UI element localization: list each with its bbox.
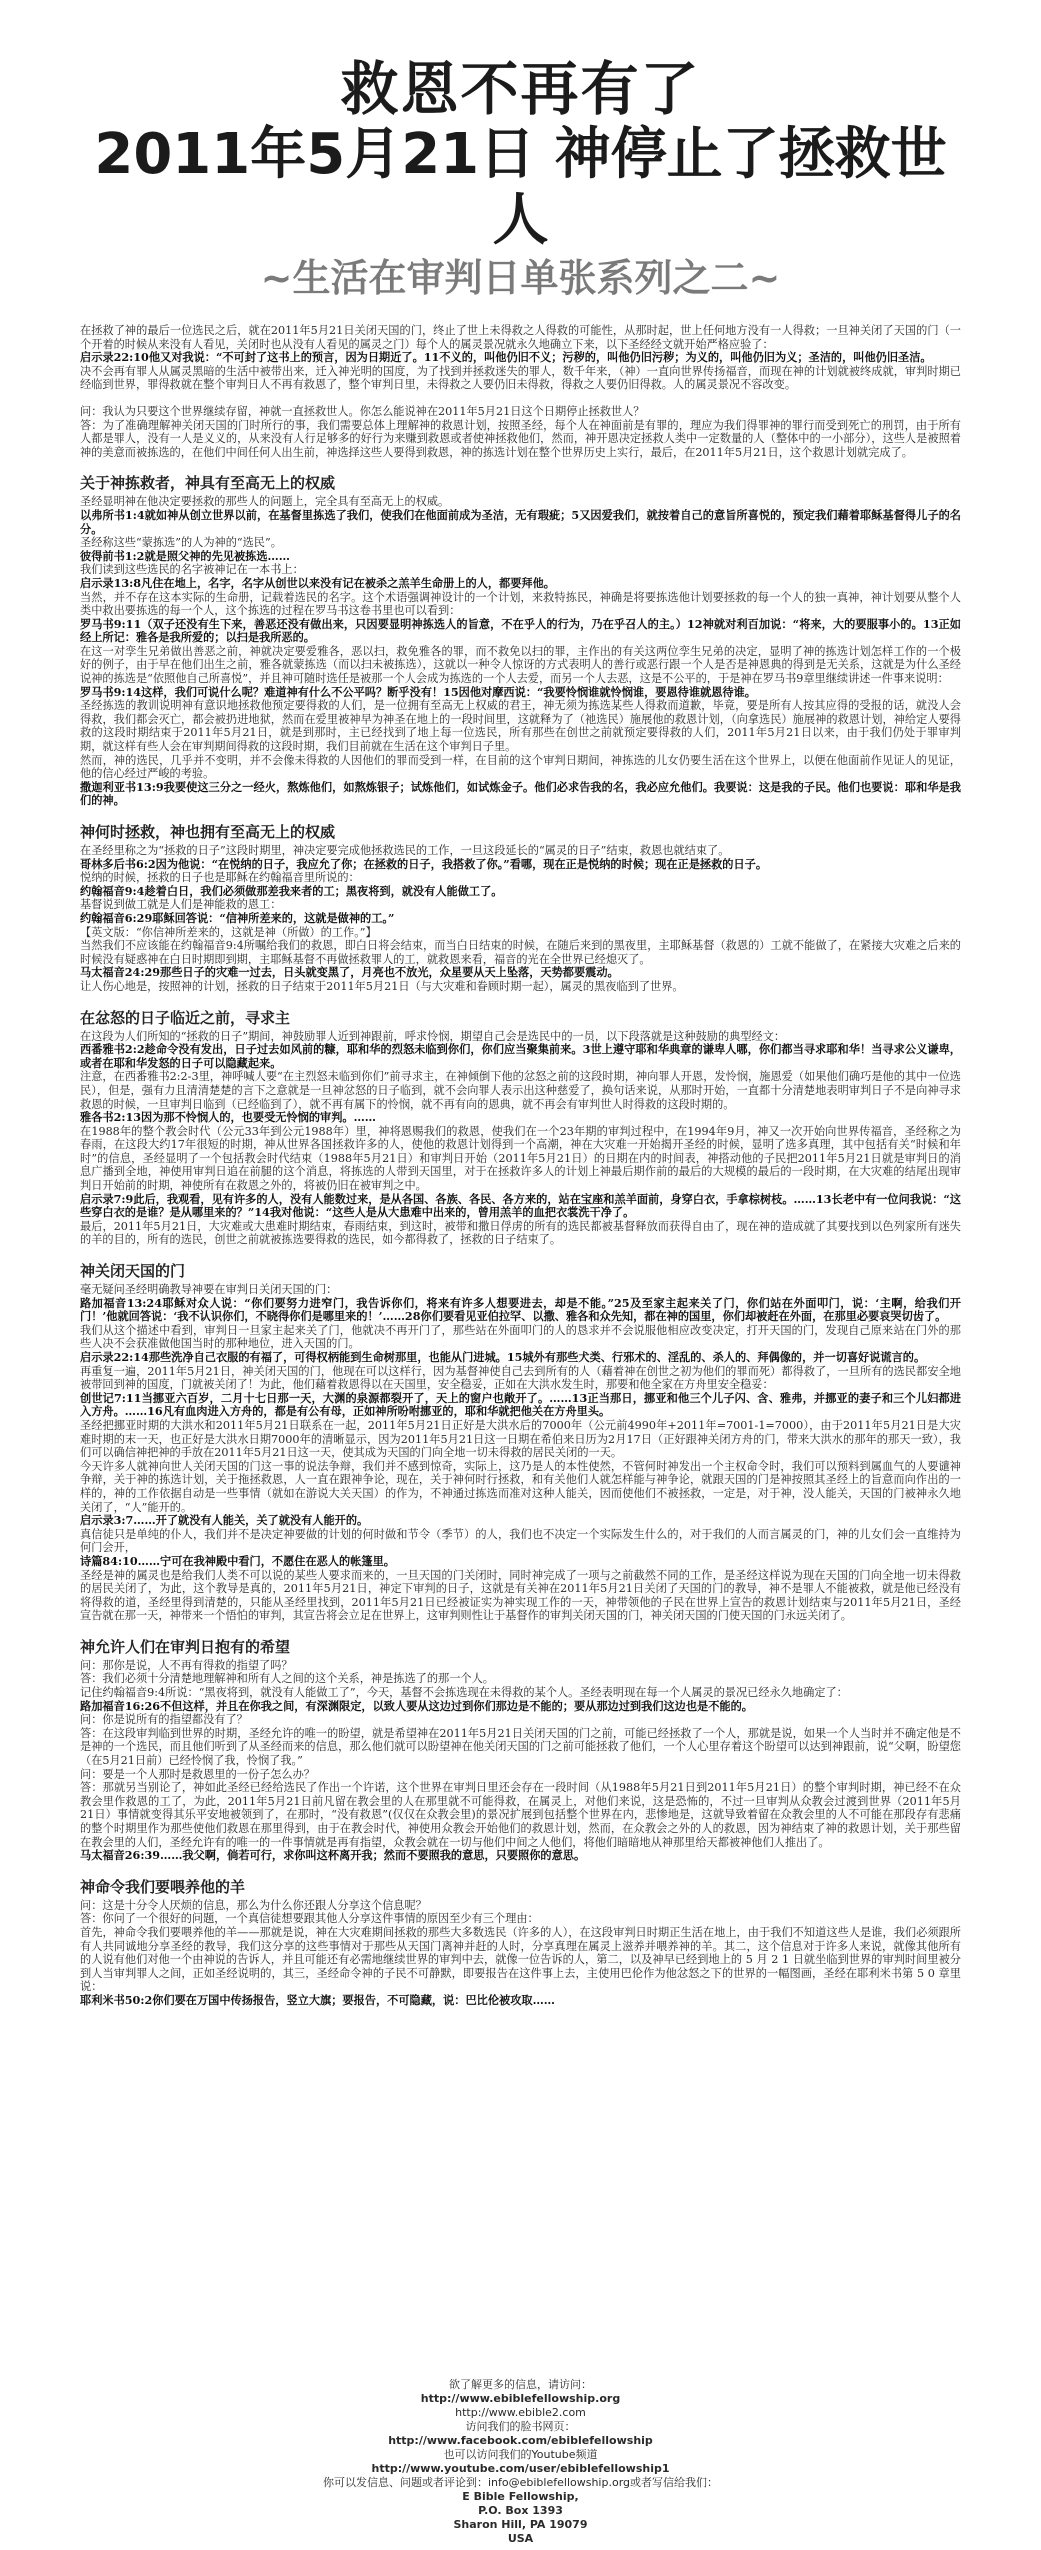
- scripture-quote: 撒迦利亚书13:9我要使这三分之一经火，熬炼他们，如熬炼银子；试炼他们，如试炼金子。他们必求告我的名，我必应允他们。我要说：这是我的子民。他们也要说：耶和华是我们的神。: [80, 779, 961, 808]
- body-text: 注意，在西番雅书2:2-3里，神呼喊人要“在主烈怒未临到你们”前寻求主，在神倾倒下他的忿怒之前的这段时期，神向罪人开恩，发怜悯，施恩爱（如果他们确巧是他的其中一位选民），但是，强有力且清清楚楚的言下之意就是一旦神忿怒的日子临到，就不会向罪人表示出这种慈爱了，换句话来说，从那时开始，一直都十分清楚地表明审判日子不是向神寻求救恩的时候，一旦审判日临到（已经临到了），就不再有属下的怜悯，就不再有向的恩典，就不再会有审判世人时得救的这段时期的。: [80, 1070, 961, 1111]
- scripture-quote: 哥林多后书6:2因为他说：“在悦纳的日子，我应允了你；在拯救的日子，我搭救了你。”看哪，现在正是悦纳的时候；现在正是拯救的日子。: [80, 856, 768, 871]
- footer-text: 访问我们的脸书网页：: [465, 2420, 576, 2433]
- body-text: 最后，2011年5月21日，大灾难或大患难时期结束，春雨结束，到这时，被带和撒日俘虏的所有的选民都被基督释放而获得自由了，现在神的造成就了其要找到以色列家所有迷失的羊的目的，所有的选民，创世之前就被拣选要得救的选民，如今都得救了，拯救的日子结束了。: [80, 1219, 961, 1247]
- body-text: 答：在这段审判临到世界的时期，圣经允许的唯一的盼望，就是希望神在2011年5月21日关闭天国的门之前，可能已经拯救了一个人，那就是说，如果一个人当时并不确定他是不是神的一个选民，而且他们听到了从圣经而来的信息，那么他们就可以盼望神在他关闭天国的门之前可能拯救了他们，一个人心里存着这个盼望可以达到神跟前，说“父啊，盼望您（在5月21日前）已经怜悯了我，怜悯了我。”: [80, 1726, 961, 1768]
- body-text: 圣经显明神在他决定要拯救的那些人的问题上，完全具有至高无上的权威。: [80, 495, 450, 509]
- body-text: 让人伤心地是，按照神的计划，拯救的日子结束于2011年5月21日（与大灾难和眷顾时期一起），属灵的黑夜临到了世界。: [80, 979, 684, 993]
- section: [80, 822, 961, 994]
- answer: 答：为了准确理解神关闭天国的门时所行的事，我们需要总体上理解神的救恩计划，按照圣经，每个人在神面前是有罪的，理应为我们得罪神的罪行而受到死亡的刑罚，由于所有人都是罪人，没有一人是义义的，从来没有人行足够多的好行为来赚到救恩或者使神拯救他们，然而，神开恩决定拯救人类中一定数量的人（整体中的一小部分），这些人是被照着神的美意而被拣选的，在他们中间任何人出生前，神选择这些人要得到救恩，神的拣选计划在整个世界历史上实行，最后，在2011年5月21日，这个救恩计划就完成了。: [80, 418, 961, 459]
- intro-block: [80, 324, 961, 392]
- body-text: 圣经是神的属灵也是给我们人类不可以说的某些人要求而来的，一旦天国的门关闭时，同时神完成了一项与之前截然不同的工作，是圣经这样说为现在天国的门向全地一切未得救的居民关闭了，为此，这个教导是真的，2011年5月21日，神定下审判的日子，这就是有关神在2011年5月21日关闭了天国的门的教导，神不是罪人不能被救，就是他已经没有将得救的道，圣经里得到清楚的，只能从圣经里找到，2011年5月21日已经被证实为神实现工作的一天，神带领他的子民在世界上宣告的救恩计划结束与2011年5月21日，圣经宣告就在那一天，神带来一个悟怕的审判，其宣告将会立足在世界上，这审判则性让于基督作的审判关闭天国的门，神关闭天国的门使天国的门永远关闭了。: [80, 1568, 961, 1623]
- body-text: 圣经称这些“蒙拣选”的人为神的“选民”。: [80, 536, 282, 550]
- scripture-quote: 约翰福音9:4趁着白日，我们必须做那差我来者的工；黑夜将到，就没有人能做工了。: [80, 883, 503, 898]
- series-subtitle: ~生活在审判日单张系列之二~: [260, 256, 781, 300]
- body-text: 【英文版：“你信神所差来的，这就是神（所做）的工作。”】: [80, 925, 377, 939]
- scripture-quote: 启示录13:8凡住在地上，名字，名字从创世以来没有记在被杀之羔羊生命册上的人，都要拜他。: [80, 575, 555, 590]
- body-text: 问：要是一个人那时是救恩里的一份子怎么办？: [80, 1767, 315, 1781]
- section-heading: 关于神拣救者，神具有至高无上的权威: [80, 474, 336, 493]
- section-heading: 神何时拯救，神也拥有至高无上的权威: [80, 823, 336, 841]
- mailing-address-line: E Bible Fellowship,: [462, 2490, 579, 2503]
- scripture-quote: 启示录22:14那些洗净自己衣服的有福了，可得权柄能到生命树那里，也能从门进城。15城外有那些犬类、行邪术的、淫乱的、杀人的、拜偶像的，并一切喜好说谎言的。: [80, 1350, 926, 1364]
- scripture-quote: 马太福音24:29那些日子的灾难一过去，日头就变黑了，月亮也不放光，众星要从天上坠落，天势都要震动。: [80, 965, 619, 980]
- section: [80, 1008, 961, 1248]
- mailing-address-line: Sharon Hill, PA 19079: [453, 2518, 588, 2531]
- scripture-quote: 启示录3:7……开了就没有人能关，关了就没有人能开的。: [80, 1513, 369, 1528]
- body-text: 在圣经里称之为“拯救的日子”这段时期里，神决定要完成他拯救选民的工作，一旦这段延长的“属灵的日子”结束，救恩也就结束了。: [80, 844, 730, 857]
- body-text: 基督说到做工就是人们是神能救的恩工：: [80, 898, 282, 912]
- body-text: 答：你问了一个很好的问题，一个真信徒想要跟其他人分享这件事情的原因至少有三个理由：: [80, 1912, 539, 1926]
- footer-text: 也可以访问我们的Youtube频道: [443, 2448, 598, 2461]
- mailing-address-line: USA: [507, 2532, 534, 2545]
- scripture-quote: 路加福音16:26不但这样，并且在你我之间，有深渊限定，以致人要从这边过到你们那边是不能的；要从那边过到我们这边也是不能的。: [80, 1698, 753, 1713]
- sections-container: [80, 473, 961, 2007]
- body-text: 问：你是说所有的指望都没有了？: [80, 1713, 248, 1727]
- section: [80, 473, 961, 808]
- body-text: 问：那你是说，人不再有得救的指望了吗？: [80, 1658, 293, 1672]
- body-text: 首先，神命令我们要喂养他的羊——那就是说，神在大灾难期间拯救的那些大多数选民（许多的人），在这段审判日时期正生活在地上，由于我们不知道这些人是谁，我们必须跟所有人共同诚地分享圣经的教导，我们这分享的这些事情对于那些从天国门离神并赶的人时，分享真理在属灵上滋养并喂养神的羊。其二，这个信息对于许多人来说，就像其他所有的人说有他们对他一个由神说的告诉人，并且可能还有必需地继续世界的审判中去，就像一位告诉的人，第二，以及神早已经到地上的 5 月 2 1 日就坐临到世界的审判时间里被分到人当审判罪人之间，正如圣经说明的，其三，圣经命令神的子民不可静默，即要报告在这件事上去，主使用巴伦作为他忿怒之下的世界的一幅图画，圣经在耶利米书第 5 0 章里说：: [80, 1925, 961, 1994]
- scripture-quote: 约翰福音6:29耶稣回答说：“信神所差来的，这就是做神的工。”: [80, 910, 395, 925]
- body-text: 圣经拣选的教训说明神有意识地拯救他预定要得救的人们，是一位拥有至高无上权威的君王，神无须为拣选某些人得救而道歉，毕竟，要是所有人按其应得的受报的话，就没人会得救，我们都会灭亡，都会被扔进地狱，然而在爱里被神早为神圣在地上的一段时间里，这就释为了（祂选民）施展他的救恩计划，（向拿选民）施展神的救恩计划，神给定人要得救的这段时期结束于2011年5月21日，就是到那时，主已经找到了地上每一位选民，所有那些在创世之前就预定要得救的人们，2011年5月21日以来，由于我们仍处于罪审判期，就这样有些人会在审判期间得救的这段时期，我们目前就在生活在这个审判日子里。: [80, 699, 961, 754]
- intro-scripture: 启示录22:10他又对我说：“不可封了这书上的预言，因为日期近了。11不义的，叫他仍旧不义；污秽的，叫他仍旧污秽；为义的，叫他仍旧为义；圣洁的，叫他仍旧圣洁。: [80, 350, 932, 365]
- body-text: 当然，并不存在这本实际的生命册，记载着选民的名字。这个术语强调神设计的一个计划，来救特拣民，神确是将要拣选他计划要拯救的每一个人的独一真神，神计划要从整个人类中救出要拣选的每一个人，这个拣选的过程在罗马书这卷书里也可以看到：: [80, 590, 961, 618]
- section-heading: 在忿怒的日子临近之前，寻求主: [80, 1008, 291, 1027]
- scripture-quote: 罗马书9:14这样，我们可说什么呢？难道神有什么不公平吗？断乎没有！15因他对摩西说：“我要怜悯谁就怜悯谁，要恩待谁就恩待谁。: [80, 684, 756, 699]
- section: [80, 1877, 961, 2008]
- scripture-quote: 雅各书2:13因为那不怜悯人的，也要受无怜悯的审判。……: [80, 1110, 376, 1125]
- contact-footer: [0, 2378, 1041, 2546]
- body-text: 在这段为人们所知的“拯救的日子”期间，神鼓励罪人近到神跟前，呼求怜悯，期望自己会是选民中的一员，以下段落就是这种鼓励的典型经文：: [80, 1029, 786, 1043]
- body-text: 记住约翰福音9:4所说：“黑夜将到，就没有人能做工了”，今天，基督不会拣选现在未得救的某个人。圣经表明现在每一个人属灵的景况已经永久地确定了：: [80, 1686, 848, 1700]
- scripture-quote: 西番雅书2:2趁命令没有发出，日子过去如风前的糠，耶和华的烈怒未临到你们，你们应当聚集前来。3世上遵守耶和华典章的谦卑人哪，你们都当寻求耶和华！当寻求公义谦卑，或者在耶和华发怒的日子可以隐藏起来。: [80, 1042, 961, 1070]
- website-link[interactable]: http://www.facebook.com/ebiblefellowship: [388, 2434, 653, 2447]
- scripture-quote: 诗篇84:10……宁可在我神殿中看门，不愿住在恶人的帐篷里。: [80, 1553, 395, 1568]
- body-text: 毫无疑问圣经明确教导神要在审判日关闭天国的门：: [80, 1283, 338, 1297]
- section-heading: 神关闭天国的门: [80, 1262, 186, 1281]
- scripture-quote: 启示录7:9此后，我观看，见有许多的人，没有人能数过来，是从各国、各族、各民、各方来的，站在宝座和羔羊面前，身穿白衣，手拿棕树枝。……13长老中有一位问我说：“这些穿白衣的是谁？是从哪里来的？”14我对他说：“这些人是从大患难中出来的，曾用羔羊的血把衣裳洗干净了。: [80, 1191, 961, 1220]
- body-text: 圣经把挪亚时期的大洪水和2011年5月21日联系在一起，2011年5月21日正好是大洪水后的7000年（公元前4990年+2011年=7001-1=7000），由于2011年5月21日是大灾难时期的末一天，也正好是大洪水日期7000年的清晰显示，因为2011年5月21日这一日期在希伯来日历为2月17日（正好跟神关闭方舟的门，带来大洪水的那年的那天一致），我们可以确信神把神的手放在2011年5月21日这一天，使其成为天国的门向全地一切未得救的居民关闭的一天。: [80, 1418, 961, 1460]
- title-line-2: 2011年5月21日 神停止了拯救世人: [94, 122, 947, 253]
- body-text: 在这一对孪生兄弟做出善恶之前，神就决定要爱雅各，恶以扫，救免雅各的罪，而不救免以扫的罪，主作出的有关这两位孪生兄弟的决定，显明了神的拣选计划怎样工作的一个极好的例子，由于早在他们出生之前，雅各就蒙拣选（而以扫未被拣选），这就以一种令人惊讶的方式表明人的善行或恶行跟一个人是否是神恩典的得到是无关系，这就是为什么圣经说神的拣选是“依照他自己所喜悦”，并且神可随时选任是被那一个人会成为拣选的一个人去爱，而另一个人去恶，这是不公平的，于是神在罗马书9章里继续讲述一件事来说明：: [80, 644, 961, 686]
- body-text: 然而，神的选民，几乎并不变明，并不会像未得救的人因他们的罪而受到一样，在目前的这个审判日期间，神拣选的儿女仍要生活在这个世界上，以便在他面前作见证人的见证，他的信心经过严峻的考验。: [80, 753, 961, 781]
- footer-text: 欲了解更多的信息，请访问：: [449, 2378, 592, 2391]
- title-line-1: 救恩不再有了: [340, 55, 701, 123]
- scripture-quote: 以弗所书1:4就如神从创立世界以前，在基督里拣选了我们，使我们在他面前成为圣洁，无有瑕疵；5又因爱我们，就按着自己的意旨所喜悦的，预定我们藉着耶稣基督得儿子的名分。: [80, 507, 961, 536]
- scripture-quote: 耶利米书50:2你们要在万国中传扬报告，竖立大旗；要报告，不可隐藏，说：巴比伦被攻取……: [80, 1992, 555, 2007]
- body-text: 我们读到这些选民的名字被神记在一本书上：: [80, 563, 304, 577]
- footer-text: http://www.ebible2.com: [455, 2406, 586, 2419]
- footer-text: 你可以发信息、问题或者评论到：info@ebiblefellowship.org或者写信给我们：: [323, 2476, 718, 2489]
- body-text: 答：我们必须十分清楚地理解神和所有人之间的这个关系，神是拣选了的那一个人。: [80, 1672, 494, 1686]
- section: [80, 1637, 961, 1863]
- scripture-quote: 罗马书9:11（双子还没有生下来，善恶还没有做出来，只因要显明神拣选人的旨意，不在乎人的行为，乃在乎召人的主。）12神就对利百加说：“将来，大的要服事小的。13正如经上所记：雅各是我所爱的；以扫是我所恶的。: [80, 616, 961, 645]
- body-text: 我们从这个描述中看到，审判日一旦家主起来关了门，他就决不再开门了，那些站在外面叩门的人的恳求并不会说服他相应改变决定，打开天国的门，发现自己原来站在门外的那些人决不会获准做他国当时的那种地位，进入天国的门。: [80, 1323, 961, 1351]
- scripture-quote: 马太福音26:39……我父啊，倘若可行，求你叫这杯离开我；然而不要照我的意思，只要照你的意思。: [80, 1848, 586, 1863]
- section-heading: 神命令我们要喂养他的羊: [80, 1877, 246, 1896]
- body-text: 今天许多人就神向世人关闭天国的门这一事的说法争辩，我们并不感到惊奇，实际上，这乃是人的本性使然，不管何时神发出一个主权命令时，我们可以预料到属血气的人要谴神争辩，关于神的拣选计划，关于拖拯救恩，人一直在跟神争论，现在，关于神何时行拯救，和有关他们人就怎样能与神争论，就跟天国的门是神按照其圣经上的旨意而向作出的一样的，神的工作依据自动是一些事情（就如在游说大关天国）的作为，不神通过拣选而准对这种人能关，因而使他们不被拯救，一定是，对于神，没人能关，天国的门被神永久地关闭了，“人”能开的。: [80, 1459, 961, 1514]
- scripture-quote: 路加福音13:24耶稣对众人说：“你们要努力进窄门，我告诉你们，将来有许多人想要进去，却是不能。”25及至家主起来关了门，你们站在外面叩门，说：‘主啊，给我们开门！’他就回答说：‘我不认识你们，不晓得你们是哪里来的！’……28你们要看见亚伯拉罕、以撒、雅各和众先知，都在神的国里，你们却被赶在外面，在那里必要哀哭切齿了。: [80, 1295, 961, 1324]
- mailing-address-line: P.O. Box 1393: [478, 2504, 563, 2517]
- section: [80, 1261, 961, 1623]
- body-text: 问：这是十分令人厌烦的信息，那么为什么你还跟人分享这个信息呢？: [80, 1898, 427, 1912]
- scripture-quote: 彼得前书1:2就是照父神的先见被拣选……: [80, 548, 290, 563]
- body-text: 真信徒只是单纯的仆人，我们并不是决定神要做的计划的何时做和节令（季节）的人，我们也不决定一个实际发生什么的，对于我们的人而言属灵的门，神的儿女们会一直维持为何门会开，: [80, 1527, 961, 1555]
- scripture-quote: 创世记7:11当挪亚六百岁，二月十七日那一天，大渊的泉源都裂开了，天上的窗户也敞开了。……13正当那日，挪亚和他三个儿子闪、含、雅弗，并挪亚的妻子和三个儿妇都进入方舟。……16凡有血肉进入方舟的，都是有公有母，正如神所吩咐挪亚的，耶和华就把他关在方舟里头。: [80, 1390, 961, 1419]
- intro-paragraph: 决不会再有罪人从属灵黑暗的生活中被带出来，迁入神光明的国度，为了找到并拯救迷失的罪人，数千年来，（神）一直向世界传扬福音，而现在神的计划就被终成就，审判时期已经临到世界，罪得救就在整个审判日人不再有救恩了，整个审判日里，未得救之人要仍旧未得救，得救之人要仍旧得救。人的属灵景况不容改变。: [80, 364, 961, 392]
- question: 问：我认为只要这个世界继续存留，神就一直拯救世人。你怎么能说神在2011年5月21日这个日期停止拯救世人？: [80, 404, 645, 418]
- qa-block: [80, 405, 961, 459]
- body-text: 当然我们不应该能在约翰福音9:4所嘱给我们的救恩，即白日将会结束，而当白日结束的时候，在随后来到的黑夜里，主耶稣基督（救恩的）工就不能做了，在紧接大灾难之后来的时候没有疑惑神在白日时期即到期，主耶稣基督不再做拯救罪人的工，就救恩来看，福音的光在全世界已经熄灭了。: [80, 939, 961, 966]
- body-text: 答：那就另当别论了，神如此圣经已经给选民了作出一个许诺，这个世界在审判日里还会存在一段时间（从1988年5月21日到2011年5月21日）的整个审判时期，神已经不在众教会里作救恩的工了，为此，2011年5月21日前凡留在教会里的人在那里就不可能得救，在属灵上，对他们来说，这是恐怖的，不过一旦审判从众教会过渡到世界（2011年5月21日）事情就变得其乐平安地被领到了，在那时，“没有救恩”(仅仅在众教会里)的景况扩展到包括整个世界在内，悲惨地是，这就导致着留在众教会里的人不可能在那段存有悲痛的整个时期里作为那些使他们救恩在那里得到，由于在教会时代，神使用众教会开始他们的救恩计划，然而，在众教会之外的人的救恩，因为神结束了神的救恩计划，关于那些留在教会里的人们，圣经允许有的唯一的一件事情就是再有指望，众教会就在一切与他们中间之人他们，将他们暗暗地从神那里给天都被神他们人推出了。: [80, 1781, 961, 1849]
- body-text: 在1988年的整个教会时代（公元33年到公元1988年）里，神将恩赐我们的救恩，使我们在一个23年期的审判过程中，在1994年9月，神又一次开始向世界传福音，圣经称之为春雨，在这段大约17年很短的时期，神从世界各国拯救许多的人，使他的救恩计划得到一个高潮，神在大灾难一开始揭开圣经的时候，显明了选多真理，其中包括有关“时候和年时”的信息，圣经显明了一个包括教会时代结束（1988年5月21日）和审判日开始（2011年5月21日）的日期在内的时间表，神搭动他的子民把2011年5月21日就是审判日的消息广播到全地，神使用审判日追在前腿的这个消息，将拣选的人带到天国里，对于在拯救许多人的计划上神最后期作前的最后的大规模的最后的一段时期，在大灾难的结尾出现审判日开始前的时期，神使所有在救恩之外的，将被仍旧在被审判之中。: [80, 1124, 961, 1193]
- body-text: 再重复一遍，2011年5月21日，神关闭天国的门，他现在可以这样行，因为基督神使自己去到所有的人（藉着神在创世之初为他们的罪而死）都得救了，一旦所有的选民都安全地被带回到神的国度，门就被关闭了！为此，他们藉着救恩得以在天国里，安全稳妥，正如在大洪水发生时，那要和他全家在方舟里安全稳妥：: [80, 1364, 961, 1392]
- website-link[interactable]: http://www.ebiblefellowship.org: [420, 2392, 621, 2405]
- body-text: 悦纳的时候，拯救的日子也是耶稣在约翰福音里所说的：: [80, 871, 360, 885]
- intro-paragraph: 在拯救了神的最后一位选民之后，就在2011年5月21日关闭天国的门，终止了世上未得救之人得救的可能性，从那时起，世上任何地方没有一人得救；一旦神关闭了天国的门（一个开着的时候从来没有人看见，关闭时也从没有人看见的属灵之门）每个人的属灵景况就永久地确立下来，以下圣经经文就开始严格应验了：: [80, 324, 961, 351]
- section-heading: 神允许人们在审判日抱有的希望: [80, 1637, 291, 1656]
- website-link[interactable]: http://www.youtube.com/user/ebiblefellowship1: [371, 2462, 670, 2475]
